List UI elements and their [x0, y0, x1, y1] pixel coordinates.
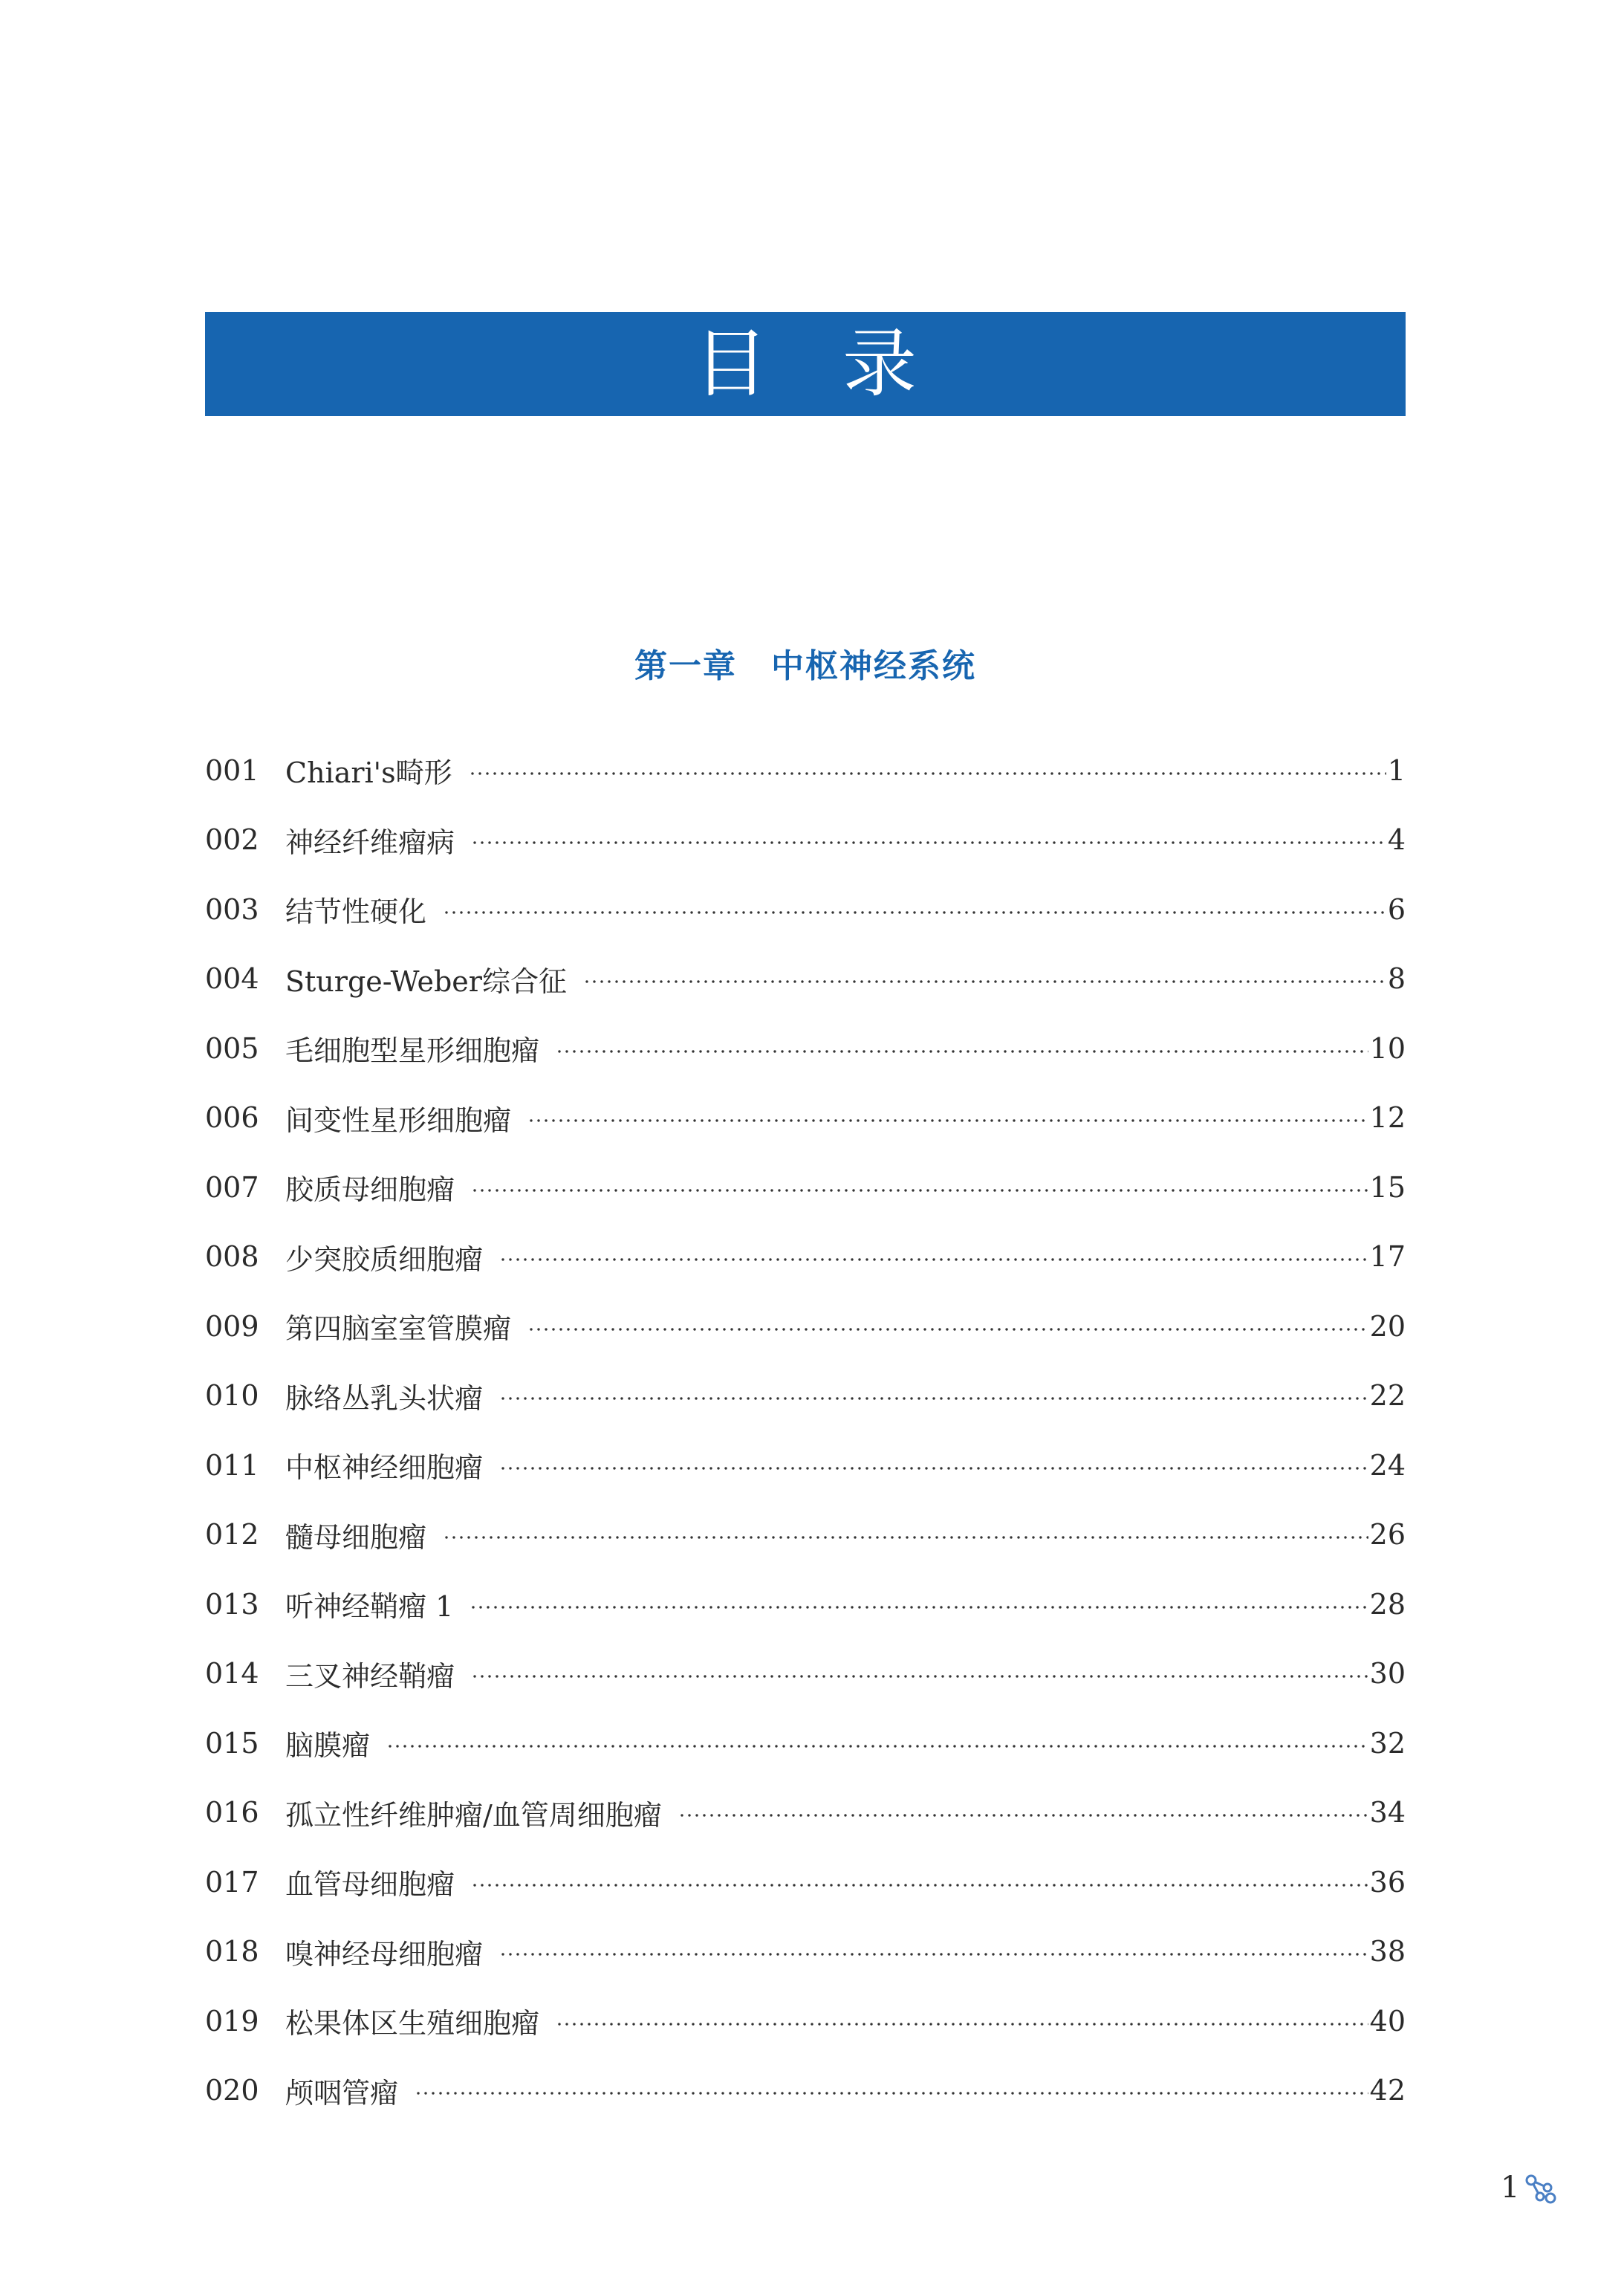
toc-entry-page: 30: [1369, 1657, 1406, 1691]
toc-entry[interactable]: [205, 1361, 1406, 1431]
toc-entry-title: 颅咽管瘤: [285, 2076, 399, 2110]
toc-banner: [205, 312, 1406, 416]
toc-entry-title: 结节性硬化: [285, 895, 427, 929]
toc-dot-leader: [499, 1397, 1368, 1400]
toc-entry[interactable]: [205, 1708, 1406, 1778]
toc-entry[interactable]: [205, 1986, 1406, 2056]
page-number: 1: [1501, 2171, 1520, 2205]
toc-dot-leader: [471, 1675, 1368, 1678]
toc-entry-title: 血管母细胞瘤: [285, 1868, 455, 1902]
chapter-heading: 第一章 中枢神经系统: [634, 647, 976, 685]
toc-entry-number: 016: [205, 1796, 259, 1829]
toc-dot-leader: [556, 2023, 1368, 2026]
toc-entry-number: 011: [205, 1448, 259, 1482]
toc-entry[interactable]: [205, 1847, 1406, 1917]
toc-dot-leader: [471, 841, 1386, 844]
toc-entry-page: 32: [1369, 1726, 1406, 1760]
toc-entry-number: 013: [205, 1587, 259, 1621]
toc-entry-page: 6: [1387, 892, 1406, 926]
table-of-contents: [205, 736, 1406, 2125]
toc-entry-page: 34: [1369, 1796, 1406, 1829]
toc-entry-number: 009: [205, 1309, 259, 1343]
toc-entry-page: 22: [1369, 1379, 1406, 1413]
toc-entry-number: 001: [205, 753, 259, 787]
toc-entry[interactable]: [205, 736, 1406, 805]
toc-entry[interactable]: [205, 805, 1406, 875]
toc-entry-page: 10: [1369, 1031, 1406, 1065]
toc-entry-title: 神经纤维瘤病: [285, 826, 455, 859]
toc-entry-title: 嗅神经母细胞瘤: [285, 1937, 484, 1971]
toc-entry-number: 003: [205, 892, 259, 926]
toc-entry-page: 4: [1387, 823, 1406, 857]
toc-dot-leader: [469, 772, 1386, 775]
toc-entry-title: 脑膜瘤: [285, 1729, 371, 1763]
toc-dot-leader: [678, 1814, 1368, 1817]
toc-entry-number: 007: [205, 1170, 259, 1204]
toc-entry[interactable]: [205, 1917, 1406, 1987]
toc-entry-number: 014: [205, 1657, 259, 1691]
toc-entry[interactable]: [205, 1639, 1406, 1709]
toc-entry[interactable]: [205, 1291, 1406, 1361]
toc-entry-page: 28: [1369, 1587, 1406, 1621]
toc-entry-title: 三叉神经鞘瘤: [285, 1659, 455, 1693]
page-footer: [1501, 2170, 1558, 2205]
toc-entry[interactable]: [205, 944, 1406, 1014]
toc-entry-page: 8: [1387, 962, 1406, 996]
toc-dot-leader: [499, 1953, 1368, 1956]
toc-entry-number: 017: [205, 1865, 259, 1899]
toc-entry-title: 听神经鞘瘤 1: [285, 1590, 454, 1624]
toc-entry-title: Chiari's畸形: [285, 756, 452, 790]
toc-entry-title: 脉络丛乳头状瘤: [285, 1381, 484, 1415]
toc-entry-page: 24: [1369, 1448, 1406, 1482]
toc-entry-page: 1: [1387, 753, 1406, 787]
toc-dot-leader: [415, 2092, 1368, 2095]
toc-entry[interactable]: [205, 1778, 1406, 1848]
toc-entry-title: 髓母细胞瘤: [285, 1520, 427, 1554]
toc-entry-page: 36: [1369, 1865, 1406, 1899]
toc-entry-number: 019: [205, 2004, 259, 2038]
toc-entry-number: 018: [205, 1935, 259, 1968]
toc-dot-leader: [471, 1189, 1368, 1192]
toc-dot-leader: [556, 1050, 1368, 1053]
toc-entry-number: 015: [205, 1726, 259, 1760]
toc-entry[interactable]: [205, 1430, 1406, 1500]
toc-dot-leader: [386, 1745, 1368, 1748]
toc-dot-leader: [499, 1258, 1368, 1261]
toc-entry-title: 毛细胞型星形细胞瘤: [285, 1034, 540, 1068]
toc-entry-number: 002: [205, 823, 259, 857]
toc-entry-page: 15: [1369, 1170, 1406, 1204]
toc-entry[interactable]: [205, 1222, 1406, 1292]
toc-entry-number: 006: [205, 1101, 259, 1135]
toc-entry[interactable]: [205, 2056, 1406, 2126]
toc-entry-number: 008: [205, 1240, 259, 1274]
toc-entry-page: 40: [1369, 2004, 1406, 2038]
toc-entry-page: 42: [1369, 2074, 1406, 2107]
toc-dot-leader: [443, 911, 1386, 914]
toc-dot-leader: [470, 1606, 1368, 1609]
toc-entry-number: 012: [205, 1518, 259, 1552]
toc-dot-leader: [443, 1536, 1368, 1539]
toc-entry-title: 第四脑室室管膜瘤: [285, 1312, 512, 1346]
toc-dot-leader: [583, 980, 1386, 983]
toc-entry-title: 少突胶质细胞瘤: [285, 1242, 484, 1276]
toc-entry-page: 17: [1369, 1240, 1406, 1274]
toc-dot-leader: [499, 1467, 1368, 1470]
toc-entry[interactable]: [205, 1153, 1406, 1222]
toc-entry-title: 胶质母细胞瘤: [285, 1173, 455, 1207]
toc-dot-leader: [527, 1328, 1368, 1331]
toc-entry-page: 20: [1369, 1309, 1406, 1343]
toc-entry[interactable]: [205, 875, 1406, 944]
toc-entry-title: 松果体区生殖细胞瘤: [285, 2007, 540, 2040]
toc-entry-title: Sturge-Weber综合征: [285, 965, 567, 998]
toc-entry[interactable]: [205, 1014, 1406, 1083]
toc-entry-page: 38: [1369, 1935, 1406, 1968]
toc-entry-number: 020: [205, 2074, 259, 2107]
toc-entry-title: 孤立性纤维肿瘤/血管周细胞瘤: [285, 1798, 662, 1832]
toc-entry-number: 005: [205, 1031, 259, 1065]
toc-entry-page: 12: [1369, 1101, 1406, 1135]
toc-dot-leader: [471, 1884, 1368, 1887]
toc-entry-title: 间变性星形细胞瘤: [285, 1103, 512, 1137]
page-title: 目录: [694, 320, 991, 407]
toc-entry-page: 26: [1369, 1518, 1406, 1552]
toc-entry-number: 004: [205, 962, 259, 996]
share-icon: [1522, 2170, 1558, 2205]
toc-entry-number: 010: [205, 1379, 259, 1413]
toc-dot-leader: [527, 1119, 1368, 1122]
toc-entry[interactable]: [205, 1500, 1406, 1570]
toc-entry[interactable]: [205, 1083, 1406, 1153]
toc-entry-title: 中枢神经细胞瘤: [285, 1451, 484, 1485]
toc-entry[interactable]: [205, 1569, 1406, 1639]
